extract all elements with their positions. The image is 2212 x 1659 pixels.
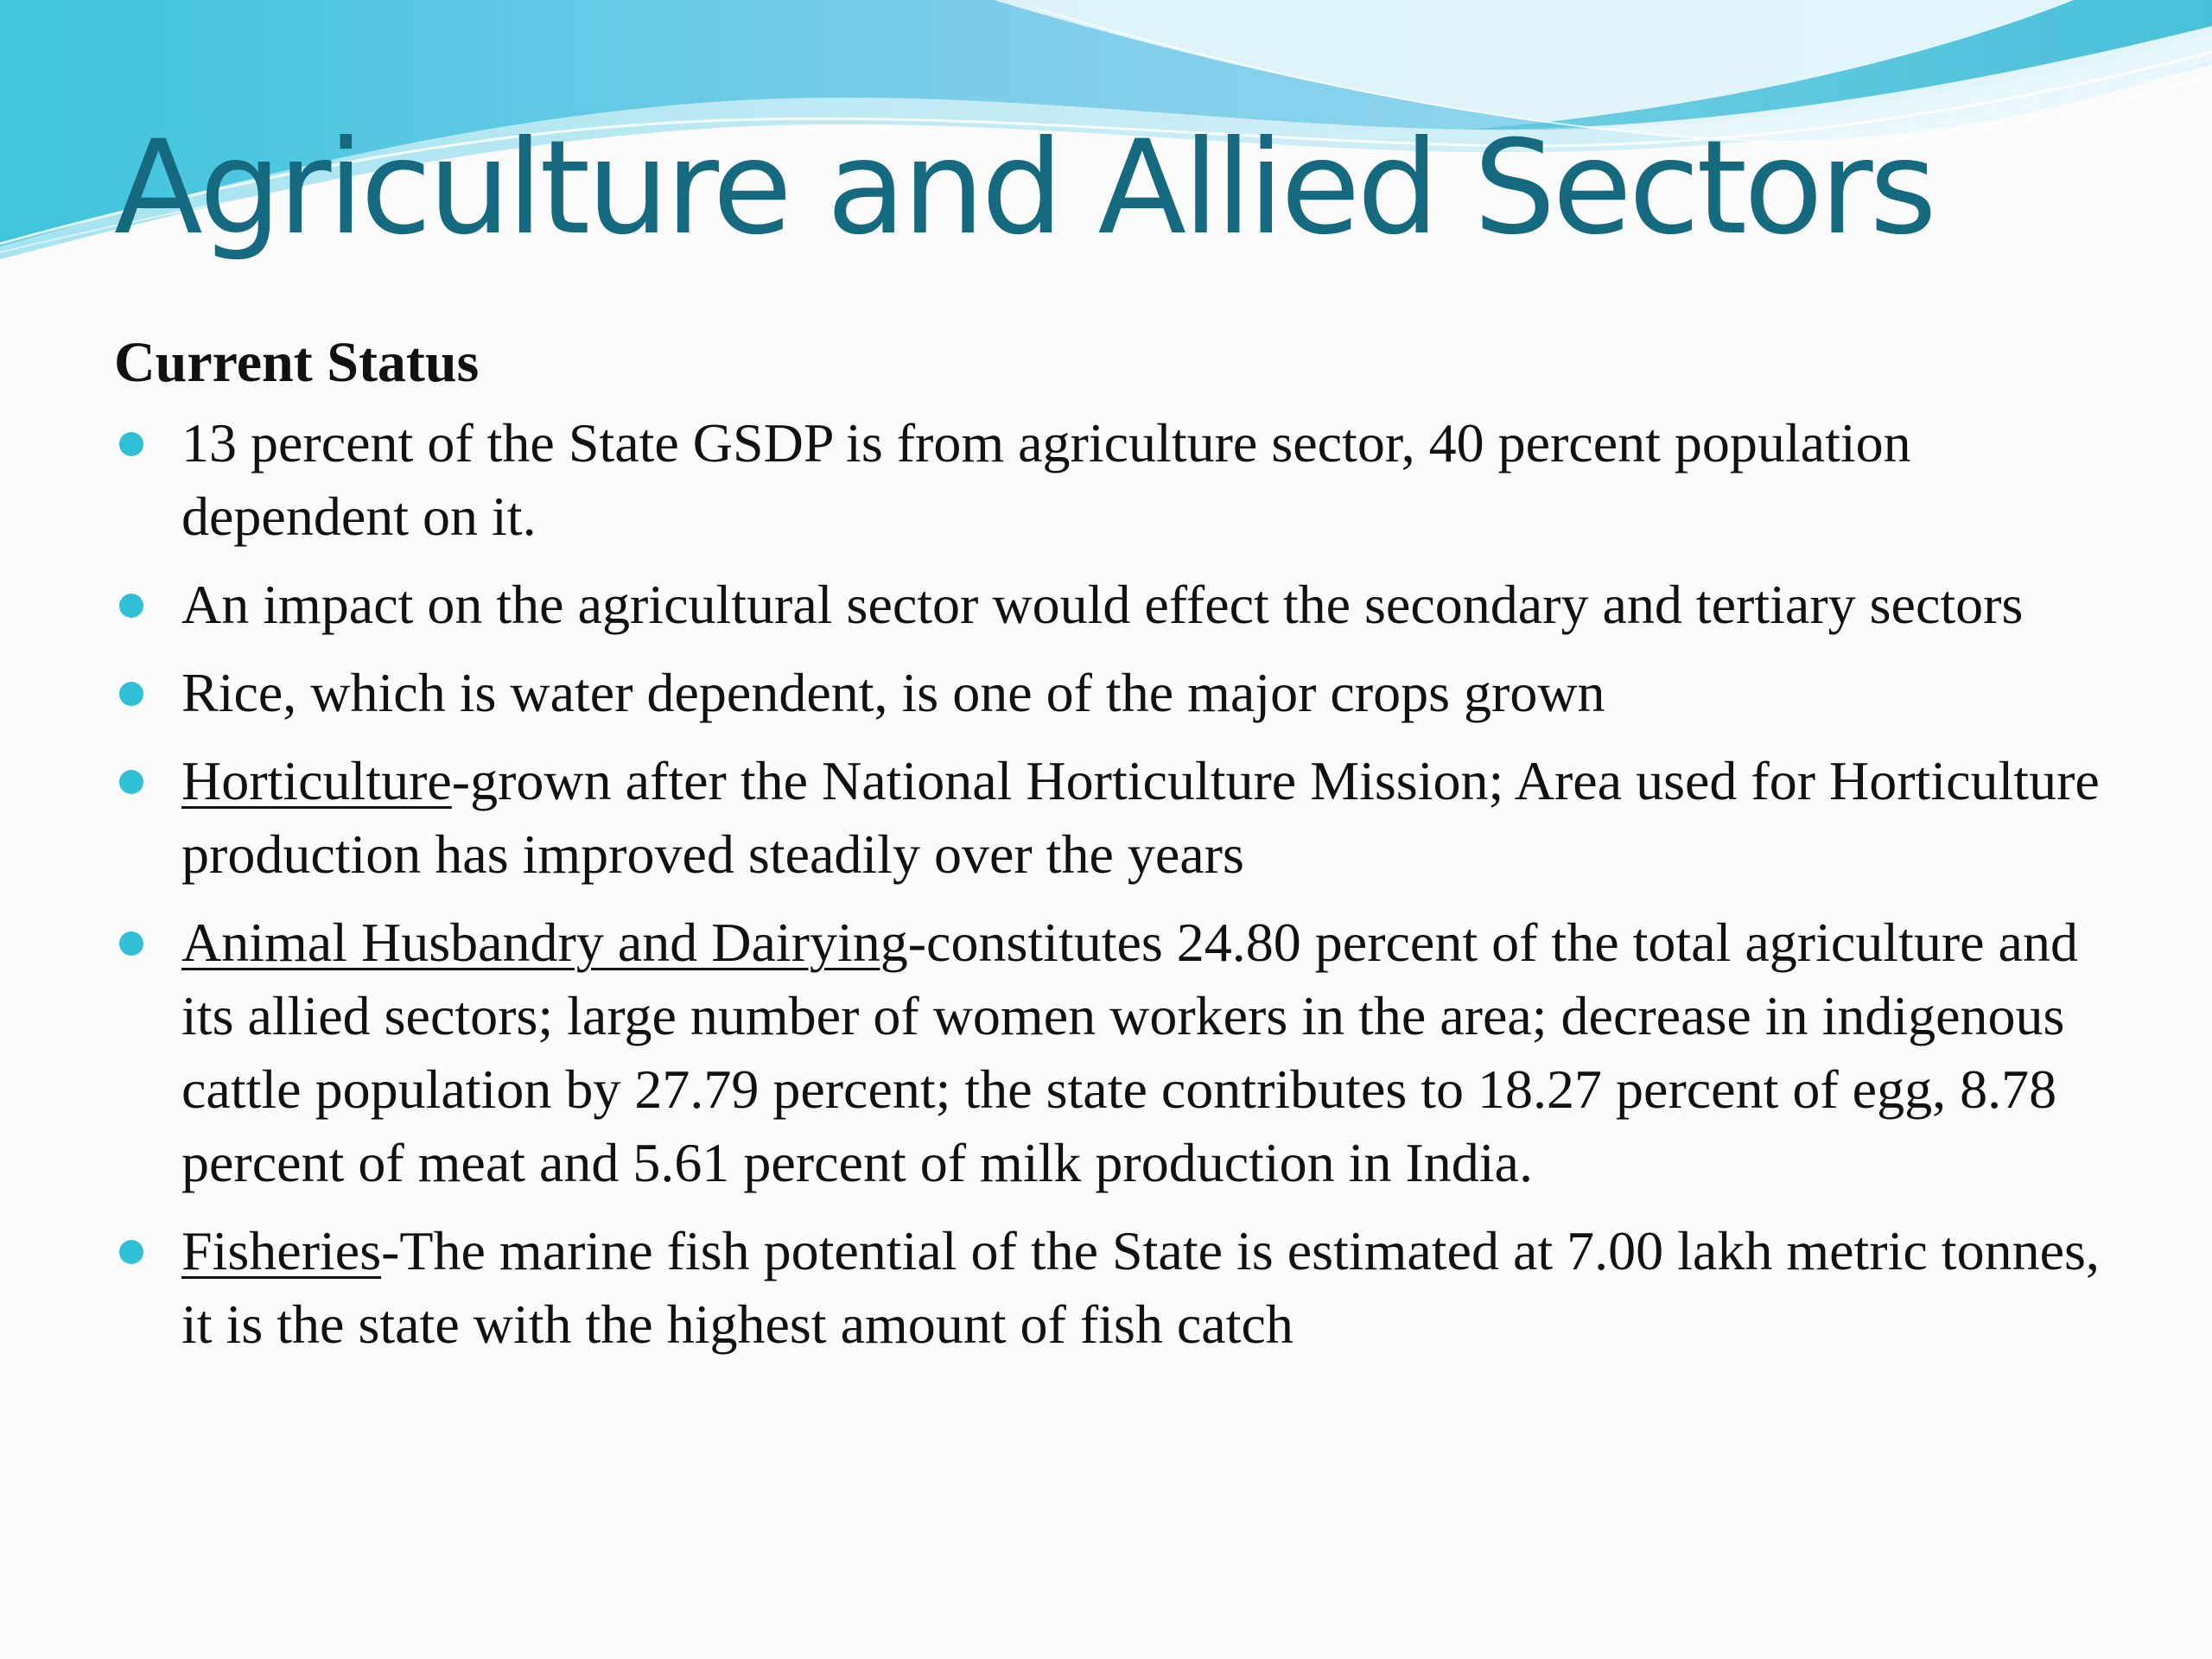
bullet-text: -The marine fish potential of the State is estimated at 7.00 lakh metric tonnes, it is the state with the highest amount of fish catch: [181, 1220, 2100, 1355]
bullet-item-impact: [114, 568, 2101, 641]
slide-title: Agriculture and Allied Sectors: [114, 113, 1934, 264]
bullet-dot-icon: [119, 682, 143, 706]
bullet-item-fisheries: [114, 1214, 2101, 1361]
bullet-item-animal-husbandry: [114, 906, 2101, 1199]
bullet-text: -constitutes 24.80 percent of the total agriculture and its allied sectors; large number of women workers in the area; decrease in indigenous cattle population by 27.79 percent; the state contributes to 18.27 percent of egg, 8.78 percent of meat and 5.61 percent of milk production in India.: [181, 912, 2078, 1193]
bullet-lead-horticulture: Horticulture: [181, 750, 452, 811]
bullet-dot-icon: [119, 931, 143, 956]
bullet-text: -grown after the National Horticulture Mission; Area used for Horticulture production has improved steadily over the years: [181, 750, 2100, 885]
bullet-lead-fisheries: Fisheries: [181, 1220, 382, 1281]
bullet-item-rice: [114, 656, 2101, 729]
bullet-list: [114, 406, 2101, 1361]
bullet-text: 13 percent of the State GSDP is from agriculture sector, 40 percent population dependent on it.: [181, 412, 1911, 547]
bullet-dot-icon: [119, 432, 143, 456]
bullet-text: Rice, which is water dependent, is one of the major crops grown: [181, 662, 1605, 723]
bullet-item-gsdp: [114, 406, 2101, 553]
bullet-item-horticulture: [114, 744, 2101, 891]
bullet-dot-icon: [119, 594, 143, 618]
slide-body: [114, 328, 2101, 1376]
bullet-lead-animal-husbandry: Animal Husbandry and Dairying: [181, 912, 908, 973]
section-heading: Current Status: [114, 331, 480, 394]
bullet-dot-icon: [119, 770, 143, 794]
bullet-dot-icon: [119, 1240, 143, 1264]
bullet-text: An impact on the agricultural sector would effect the secondary and tertiary sectors: [181, 574, 2024, 635]
